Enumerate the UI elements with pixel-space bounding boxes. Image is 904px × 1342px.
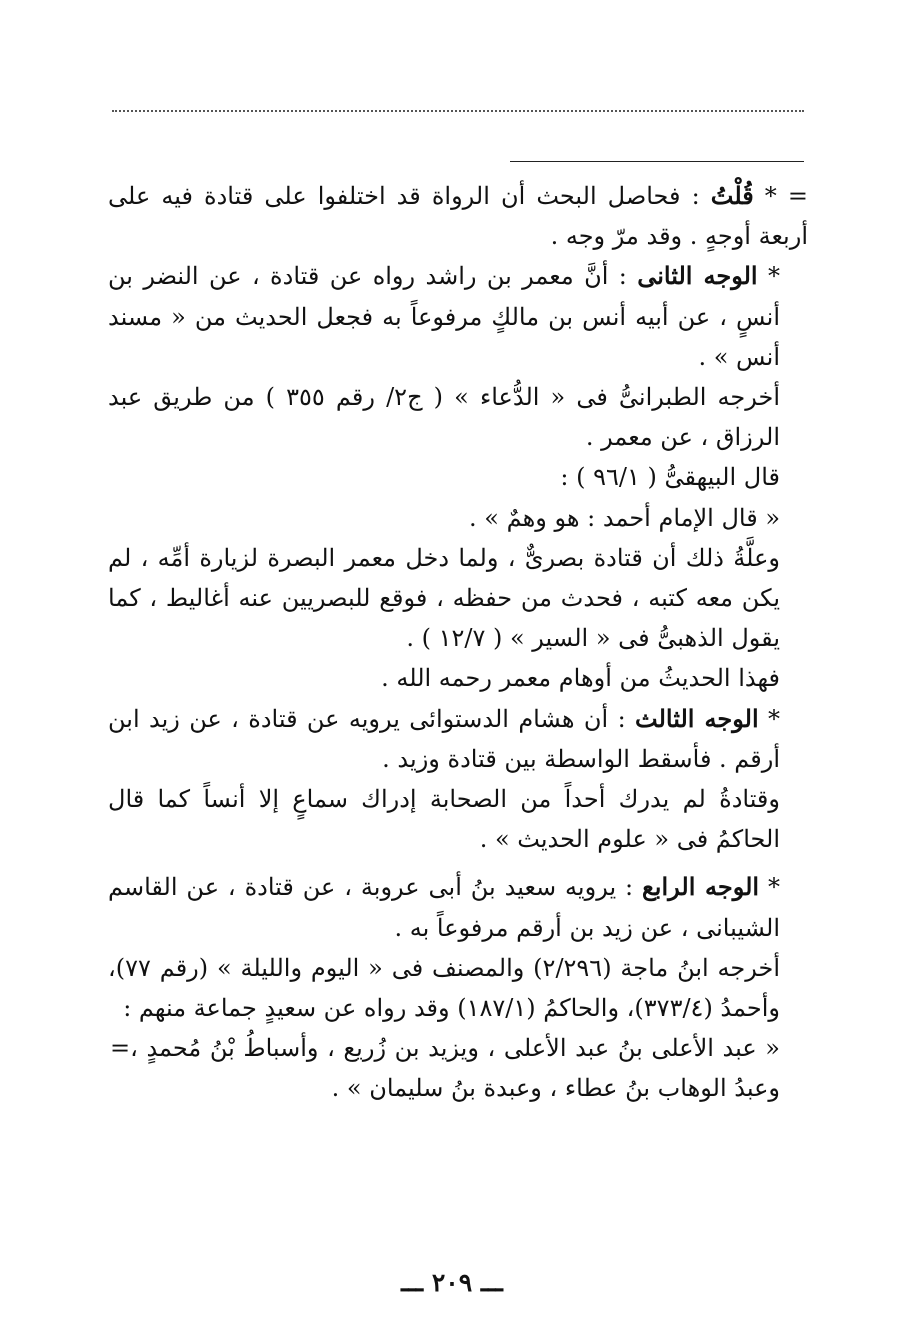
paragraph-second-aspect (108, 256, 808, 377)
paragraph-text: : يرويه سعيد بنُ أبى عروبة ، عن قتادة ، عن القاسم الشيبانى ، عن زيد بن أرقم مرفوعاً به . (108, 873, 780, 942)
paragraph-narrators (108, 1028, 808, 1108)
paragraph-text: : أن هشام الدستوائى يرويه عن قتادة ، عن زيد ابن أرقم . فأسقط الواسطة بين قتادة وزيد . (108, 704, 780, 773)
paragraph-ibn-majah: أخرجه ابنُ ماجة (٢/٢٩٦) والمصنف فى « اليوم والليلة » (رقم ٧٧)، وأحمدُ (٣٧٣/٤)، والحاكمُ (١٨٧/١) وقد رواه عن سعيدٍ جماعة منهم : (108, 953, 780, 1023)
paragraph-conclusion-mamar: فهذا الحديثُ من أوهام معمر رحمه الله . (381, 664, 780, 693)
paragraph-ahmad-quote: « قال الإمام أحمد : هو وهمٌ » . (469, 503, 780, 532)
page-number: ـــ ٢٠٩ ـــ (401, 1268, 503, 1297)
paragraph-third-aspect (108, 699, 808, 779)
paragraph-reason: وعلَّةُ ذلك أن قتادة بصرىٌّ ، ولما دخل معمر البصرة لزيارة أمِّه ، لم يكن معه كتبه ، فحدث من حفظه ، فوقع للبصريين عنه أغاليط ، كما يقول الذهبىُّ فى « السير » ( ١٢/٧ ) . (108, 543, 780, 653)
paragraph-heading: الوجه الثانى (637, 261, 758, 291)
paragraph-prefix: * (757, 262, 780, 291)
paragraph-bayhaqi: قال البيهقىُّ ( ٩٦/١ ) : (560, 463, 780, 492)
paragraph-heading: الوجه الرابع (642, 872, 760, 902)
paragraph-qatada: وقتادةُ لم يدرك أحداً من الصحابة إدراك سماعٍ إلا أنساً كما قال الحاكمُ فى « علوم الحديث » . (108, 785, 780, 854)
paragraph-text: « عبد الأعلى بنُ عبد الأعلى ، ويزيد بن زُريع ، وأسباطُ بْنُ مُحمدٍ ، وعبدُ الوهاب بنُ عطاء ، وعبدة بنُ سليمان » . (130, 1034, 780, 1103)
paragraph-heading: قُلْتُ (710, 181, 754, 210)
paragraph-text: : أنَّ معمر بن راشد رواه عن قتادة ، عن النضر بن أنسٍ ، عن أبيه أنس بن مالكٍ مرفوعاً به فجعل الحديث من « مسند أنس » . (108, 262, 780, 371)
paragraph-heading: الوجه الثالث (635, 703, 759, 733)
footnote-separator (510, 161, 804, 162)
paragraph-prefix: * (758, 704, 780, 733)
paragraph-text: : فحاصل البحث أن الرواة قد اختلفوا على قتادة فيه على أربعة أوجهٍ . وقد مرّ وجه . (108, 182, 808, 251)
paragraph-prefix: * (759, 873, 780, 902)
page-body (108, 176, 808, 1109)
paragraph-tabarani: أخرجه الطبرانىُّ فى « الدُّعاء » ( ج٢/ رقم ٣٥٥ ) من طريق عبد الرزاق ، عن معمر . (108, 383, 780, 452)
paragraph-prefix: = * (753, 182, 808, 210)
paragraph-fourth-aspect (108, 867, 808, 947)
header-dotted-rule (112, 110, 804, 112)
continuation-mark: = (110, 1034, 131, 1063)
paragraph-conclusion (108, 176, 808, 256)
